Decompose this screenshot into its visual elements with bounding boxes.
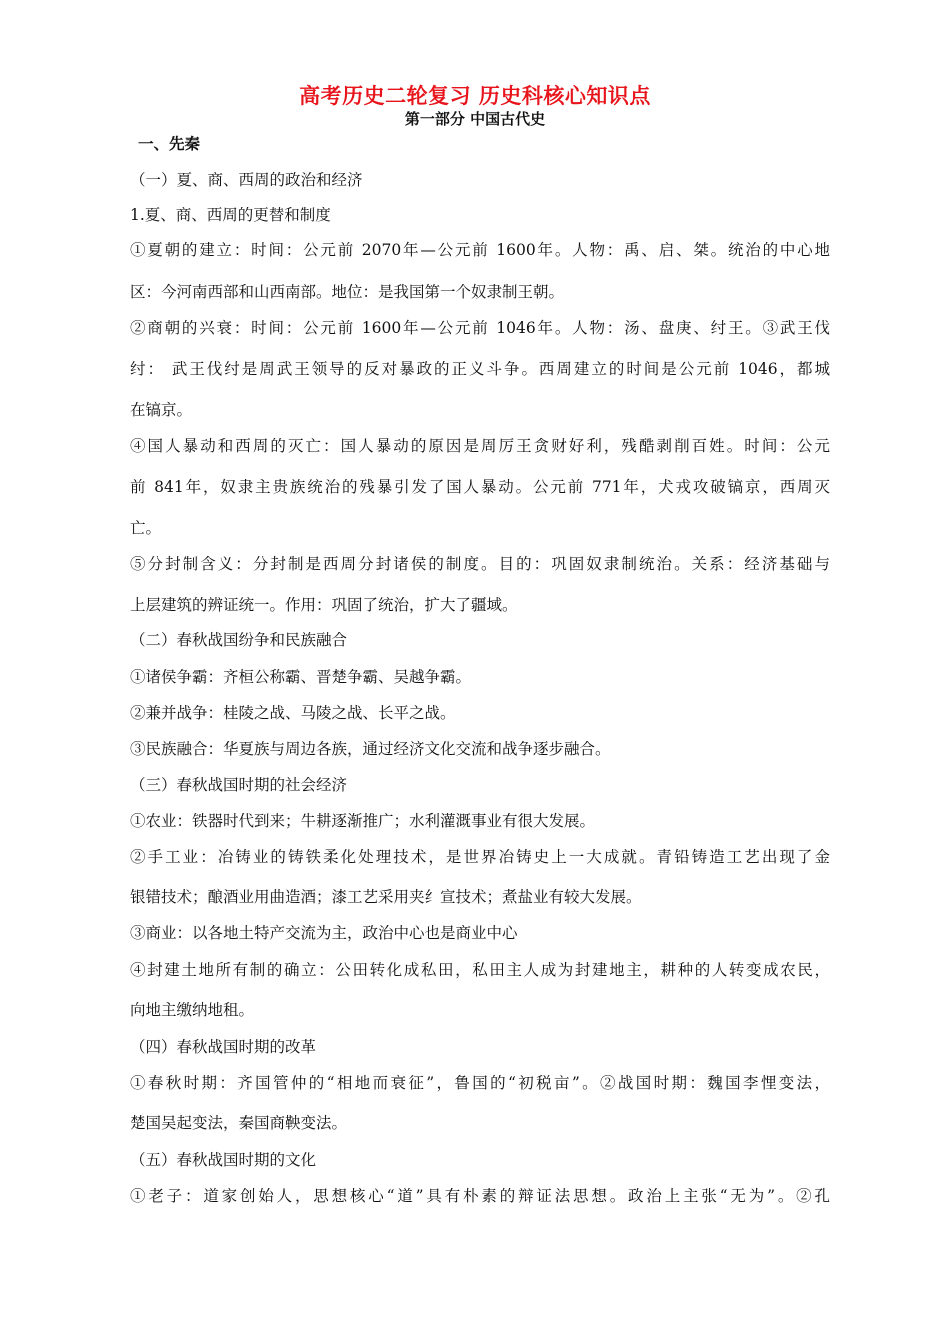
text-line: ②手工业：冶铸业的铸铁柔化处理技术，是世界冶铸史上一大成就。青铅铸造工艺出现了金 bbox=[130, 848, 830, 866]
text-line: ②商朝的兴衰：时间：公元前 1600年—公元前 1046年。人物：汤、盘庚、纣王。③武王伐 bbox=[130, 319, 830, 337]
text-line: 纣： 武王伐纣是周武王领导的反对暴政的正义斗争。西周建立的时间是公元前 1046，都城 bbox=[130, 360, 830, 378]
text-line: ④国人暴动和西周的灭亡：国人暴动的原因是周厉王贪财好利，残酷剥削百姓。时间：公元 bbox=[130, 437, 830, 455]
text-line: ①诸侯争霸：齐桓公称霸、晋楚争霸、吴越争霸。 bbox=[130, 668, 472, 686]
text-line: 上层建筑的辨证统一。作用：巩固了统治，扩大了疆域。 bbox=[130, 596, 518, 614]
text-line: 1.夏、商、西周的更替和制度 bbox=[130, 206, 331, 224]
subsection-heading: （五）春秋战国时期的文化 bbox=[130, 1151, 317, 1169]
text-line: 在镐京。 bbox=[130, 401, 193, 419]
text-line: ①春秋时期：齐国管仲的“相地而衰征”，鲁国的“初税亩”。②战国时期：魏国李悝变法， bbox=[130, 1074, 830, 1092]
subsection-heading: （三）春秋战国时期的社会经济 bbox=[130, 776, 348, 794]
section-heading: 一、先秦 bbox=[138, 135, 201, 153]
subsection-heading: （二）春秋战国纷争和民族融合 bbox=[130, 631, 348, 649]
text-line: 向地主缴纳地租。 bbox=[130, 1001, 255, 1019]
text-line: ⑤分封制含义：分封制是西周分封诸侯的制度。目的：巩固奴隶制统治。关系：经济基础与 bbox=[130, 555, 830, 573]
text-line: ①老子：道家创始人，思想核心“道”具有朴素的辩证法思想。政治上主张“无为”。②孔 bbox=[130, 1187, 830, 1205]
document-subtitle: 第一部分 中国古代史 bbox=[404, 110, 546, 128]
text-line: 银错技术；酿酒业用曲造酒；漆工艺采用夹纟宣技术；煮盐业有较大发展。 bbox=[130, 888, 642, 906]
text-line: 楚国吴起变法，秦国商鞅变法。 bbox=[130, 1114, 348, 1132]
text-line: ①夏朝的建立：时间：公元前 2070年—公元前 1600年。人物：禹、启、桀。统治的中心地 bbox=[130, 241, 830, 259]
text-line: 亡。 bbox=[130, 519, 162, 537]
text-line: ③商业：以各地土特产交流为主，政治中心也是商业中心 bbox=[130, 924, 518, 942]
subsection-heading: （一）夏、商、西周的政治和经济 bbox=[130, 171, 363, 189]
text-line: 区：今河南西部和山西南部。地位：是我国第一个奴隶制王朝。 bbox=[130, 283, 565, 301]
text-line: ②兼并战争：桂陵之战、马陵之战、长平之战。 bbox=[130, 704, 456, 722]
text-line: 前 841年，奴隶主贵族统治的残暴引发了国人暴动。公元前 771年，犬戎攻破镐京，西周灭 bbox=[130, 478, 830, 496]
text-line: ④封建土地所有制的确立：公田转化成私田，私田主人成为封建地主，耕种的人转变成农民， bbox=[130, 961, 830, 979]
document-title: 高考历史二轮复习 历史科核心知识点 bbox=[299, 84, 651, 108]
subsection-heading: （四）春秋战国时期的改革 bbox=[130, 1038, 317, 1056]
text-line: ①农业：铁器时代到来；牛耕逐渐推广；水利灌溉事业有很大发展。 bbox=[130, 812, 596, 830]
text-line: ③民族融合：华夏族与周边各族，通过经济文化交流和战争逐步融合。 bbox=[130, 740, 611, 758]
